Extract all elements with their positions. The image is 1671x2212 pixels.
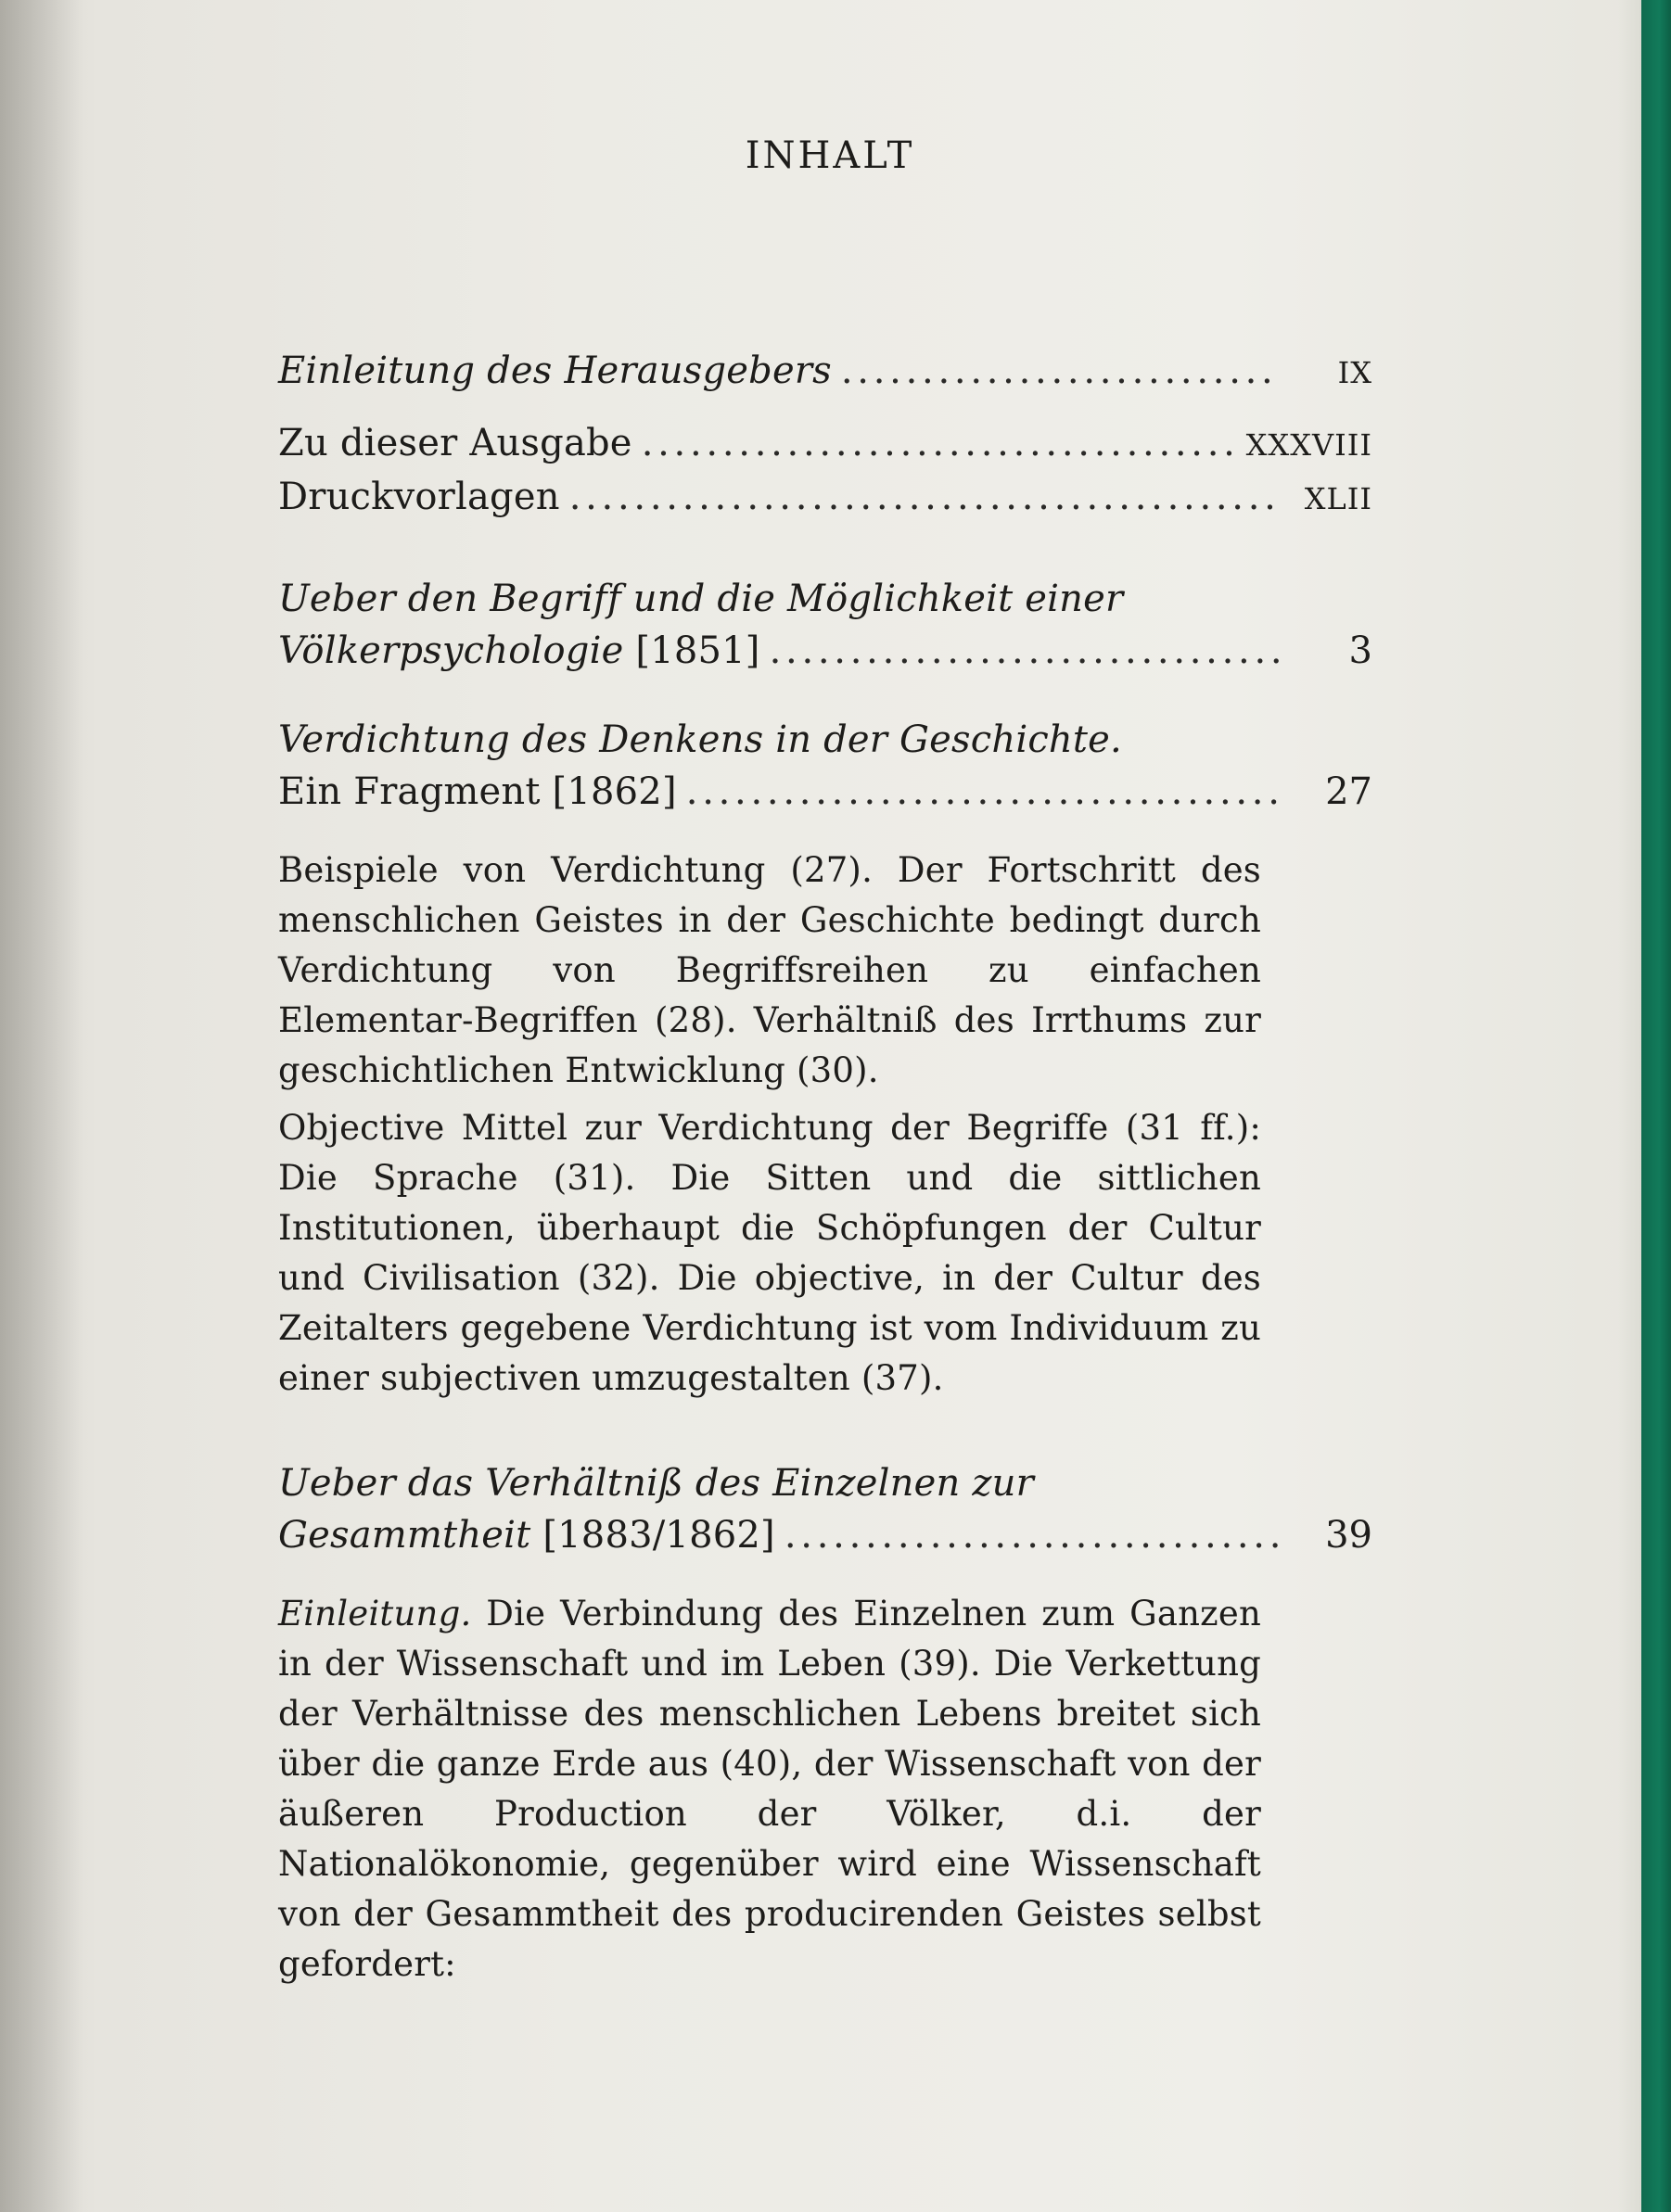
toc-entry-title <box>278 1509 775 1561</box>
page-edge <box>1618 0 1641 2212</box>
toc-entry-page: 27 <box>1325 770 1372 813</box>
summary-lead: Einleitung. <box>278 1594 472 1634</box>
toc-entry-title: Einleitung des Herausgebers <box>278 350 832 392</box>
toc-entry-page: 3 <box>1348 629 1372 672</box>
toc-entry-page: XXXVIII <box>1245 427 1372 463</box>
spine-shadow <box>0 0 83 2212</box>
toc-entry-title <box>278 766 677 818</box>
essay-title-line: Ueber das Verhältniß des Einzelnen zur <box>278 1462 1034 1505</box>
leader-dots <box>686 766 1280 818</box>
leader-dots <box>642 417 1237 469</box>
essay-title-line: Verdichtung des Denkens in der Geschichte. <box>278 718 1122 761</box>
essay-title-italic: Völkerpsychologie <box>278 629 624 672</box>
leader-dots <box>841 345 1280 397</box>
toc-entry <box>278 625 1372 677</box>
toc-entry <box>278 766 1372 818</box>
essay-summary: Beispiele von Verdichtung (27). Der Fortschritt des menschlichen Geistes in der Geschichte bedingt durch Verdichtung von Begriffsreihen zu einfachen Elementar-Begriffen (28). Verhältniß des Irrthums zur geschichtlichen Entwicklung (30). <box>278 850 1261 1090</box>
leader-dots <box>784 1509 1280 1561</box>
essay-entry <box>278 573 1382 677</box>
toc-entry-page: 39 <box>1325 1514 1372 1557</box>
essay-summary <box>278 1589 1261 1990</box>
toc-entry-page: XLII <box>1304 481 1372 516</box>
spacer <box>278 182 1382 345</box>
table-of-contents <box>278 111 1382 1990</box>
essay-title-line: Ueber den Begriff und die Möglichkeit einer <box>278 578 1124 620</box>
toc-entry-title: Druckvorlagen <box>278 476 560 518</box>
toc-entry-title <box>278 625 760 677</box>
essay-title-rest: Ein Fragment [1862] <box>278 770 677 813</box>
essay-summary: Objective Mittel zur Verdichtung der Begriffe (31 ff.): Die Sprache (31). Die Sitten und die sittlichen Institutionen, überhaupt die Schöpfungen der Cultur und Civilisation (32). Die objective, in der Cultur des Zeitalters gegebene Verdichtung ist vom Individuum zu einer subjectiven umzugestalten (37). <box>278 1108 1261 1398</box>
page-title: INHALT <box>745 134 915 177</box>
essay-entry <box>278 1457 1382 1990</box>
toc-entry <box>278 417 1372 471</box>
toc-entry <box>278 345 1372 399</box>
green-cover-edge <box>1641 0 1671 2212</box>
toc-entry-title: Zu dieser Ausgabe <box>278 422 632 464</box>
toc-entry <box>278 1509 1372 1561</box>
leader-dots <box>569 471 1280 523</box>
essay-entry <box>278 714 1382 1404</box>
summary-text: Die Verbindung des Einzelnen zum Ganzen in der Wissenschaft und im Leben (39). Die Verkettung der Verhältnisse des menschlichen Lebens breitet sich über die ganze Erde aus (40), der Wissenschaft von der äußeren Production der Völker, d.i. der Nationalökonomie, gegenüber wird eine Wissenschaft von der Gesammtheit des producirenden Geistes selbst gefordert: <box>278 1594 1261 1984</box>
toc-entry <box>278 471 1372 525</box>
essay-title-rest: [1851] <box>623 629 760 672</box>
essay-title-rest: [1883/1862] <box>530 1514 775 1557</box>
toc-entry-page: IX <box>1337 355 1372 390</box>
essay-title-italic: Gesammtheit <box>278 1514 531 1557</box>
leader-dots <box>770 625 1280 677</box>
